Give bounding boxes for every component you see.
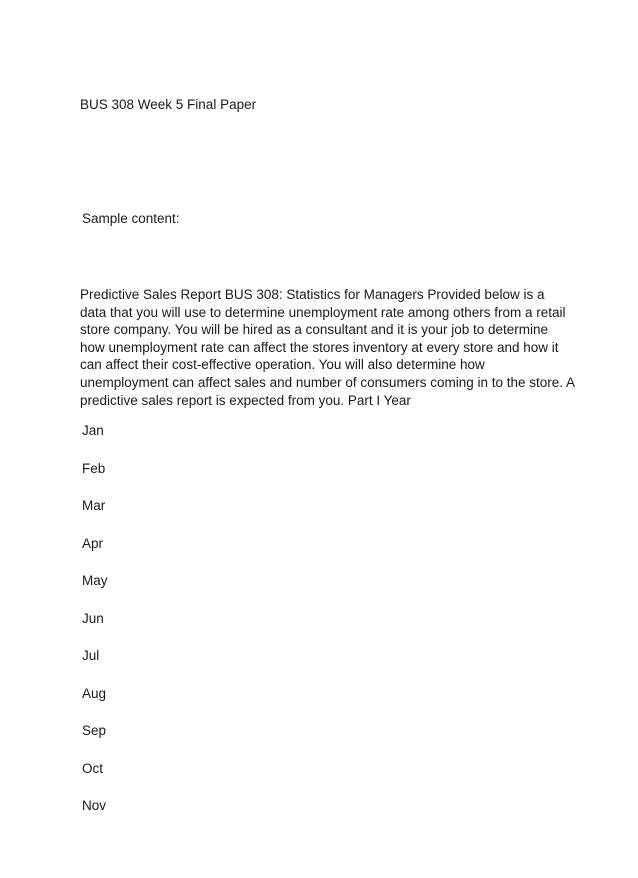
paragraph-line: predictive sales report is expected from you. Part I Year bbox=[80, 392, 411, 408]
month-item: Nov bbox=[82, 798, 107, 813]
paragraph-line: store company. You will be hired as a consultant and it is your job to determine bbox=[80, 322, 549, 338]
paragraph-line: unemployment can affect sales and number of consumers coming in to the store. A bbox=[80, 374, 576, 390]
paragraph-line: how unemployment rate can affect the stores inventory at every store and how it bbox=[80, 339, 559, 355]
month-item: Feb bbox=[82, 460, 106, 476]
paragraph-line: can affect their cost-effective operation. You will also determine how bbox=[80, 357, 485, 373]
month-item: Jul bbox=[82, 648, 100, 663]
month-item: Apr bbox=[82, 535, 104, 551]
body-paragraph bbox=[80, 286, 580, 409]
month-list bbox=[82, 422, 108, 835]
paragraph-line: Predictive Sales Report BUS 308: Statistics for Managers Provided below is a bbox=[80, 287, 545, 302]
document-title: BUS 308 Week 5 Final Paper bbox=[80, 97, 257, 112]
paragraph-line: data that you will use to determine unemployment rate among others from a retail bbox=[80, 304, 566, 320]
month-item: Jan bbox=[82, 423, 104, 438]
sample-content-label: Sample content: bbox=[82, 211, 180, 226]
month-item: Mar bbox=[82, 498, 106, 513]
month-item: Oct bbox=[82, 760, 104, 776]
month-item: Jun bbox=[82, 610, 104, 626]
month-item: May bbox=[82, 573, 108, 588]
month-item: Aug bbox=[82, 685, 107, 701]
month-item: Sep bbox=[82, 723, 107, 738]
